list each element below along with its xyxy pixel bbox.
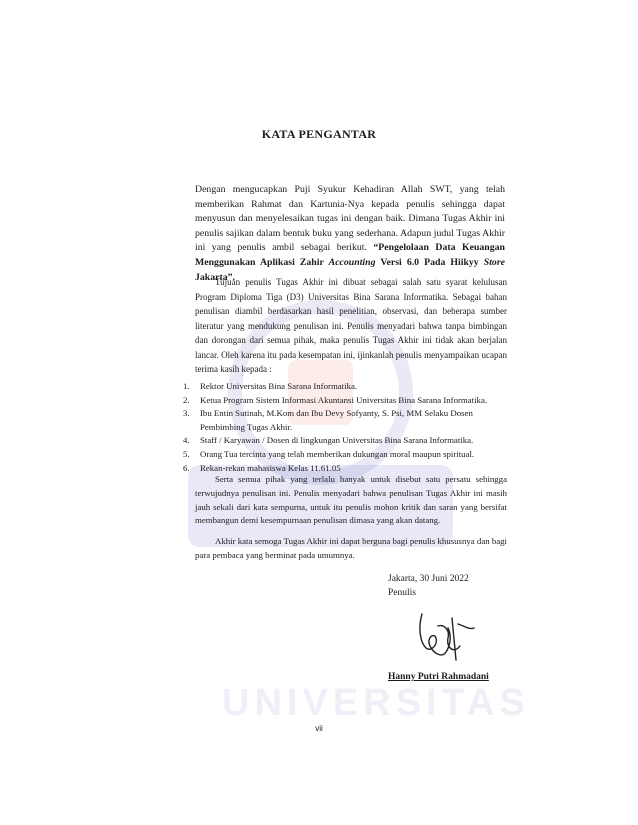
thesis-title: “Pengelolaan Data Keuangan Menggunakan Aplikasi Zahir Accounting Versi 6.0 Pada Hiikyy Store Jakarta”. (195, 242, 505, 283)
handwritten-signature (408, 608, 478, 668)
list-item: 1. Rektor Universitas Bina Sarana Informatika. (183, 381, 358, 391)
list-item: 2. Ketua Program Sistem Informasi Akuntansi Universitas Bina Sarana Informatika. (183, 394, 488, 405)
author-name: Hanny Putri Rahmadani (388, 672, 489, 682)
page-number: vii (315, 724, 323, 733)
final-paragraph: Akhir kata semoga Tugas Akhir ini dapat berguna bagi penulis khususnya dan bagi para pembaca yang berminat pada umumnya. (195, 536, 507, 560)
place-date: Jakarta, 30 Juni 2022 (388, 574, 469, 584)
intro-paragraph (195, 183, 505, 285)
intro-text: Dengan mengucapkan Puji Syukur Kehadiran Allah SWT, yang telah memberikan Rahmat dan Kartunia-Nya kepada penulis sehingga dapat menyusun dan menyelesaikan tugas ini dengan baik. Dimana Tugas Akhir ini penulis sajikan dalam bentuk buku yang sederhana. Adapun judul Tugas Akhir ini yang penulis ambil sebagai berikut. (195, 184, 505, 254)
author-role: Penulis (388, 588, 416, 598)
list-item: 6. Rekan-rekan mahasiswa Kelas 11.61.05 (183, 462, 341, 473)
list-item: 3. Ibu Entin Sutinah, M.Kom dan Ibu Devy Sofyanty, S. Psi, MM Selaku Dosen Pembimbing Tugas Akhir. (183, 408, 473, 432)
watermark-text: UNIVERSITAS (222, 682, 530, 724)
closing-paragraph: Serta semua pihak yang terlalu banyak untuk disebut satu persatu sehingga terwujudnya penulisan ini. Penulis menyadari bahwa penulisan Tugas Akhir ini masih jauh sekali dari kata sempurna, untuk itu penulis mohon kritik dan saran yang bersifat membangun demi kesempurnaan penulisan dimasa yang akan datang. (195, 474, 507, 526)
list-item: 4. Staff / Karyawan / Dosen di lingkungan Universitas Bina Sarana Informatika. (183, 435, 474, 446)
list-item: 5. Orang Tua tercinta yang telah memberikan dukungan moral maupun spiritual. (183, 448, 475, 459)
page-title: KATA PENGANTAR (261, 127, 377, 141)
purpose-paragraph: Tujuan penulis Tugas Akhir ini dibuat sebagai salah satu syarat kelulusan Program Diploma Tiga (D3) Universitas Bina Sarana Informatika. Sebagai bahan penulisan diambil berdasarkan hasil penelitian, observasi, dan beberapa sumber literatur yang mendukung penulisan ini. Penulis menyadari bahwa tanpa bimbingan dan dorongan dari semua pihak, maka penulis Tugas Akhir ini tidak akan berjalan lancar. Oleh karena itu pada kesempatan ini, ijinkanlah penulis menyampaikan ucapan terima kasih kepada : (195, 277, 507, 374)
acknowledgement-list (183, 380, 508, 475)
